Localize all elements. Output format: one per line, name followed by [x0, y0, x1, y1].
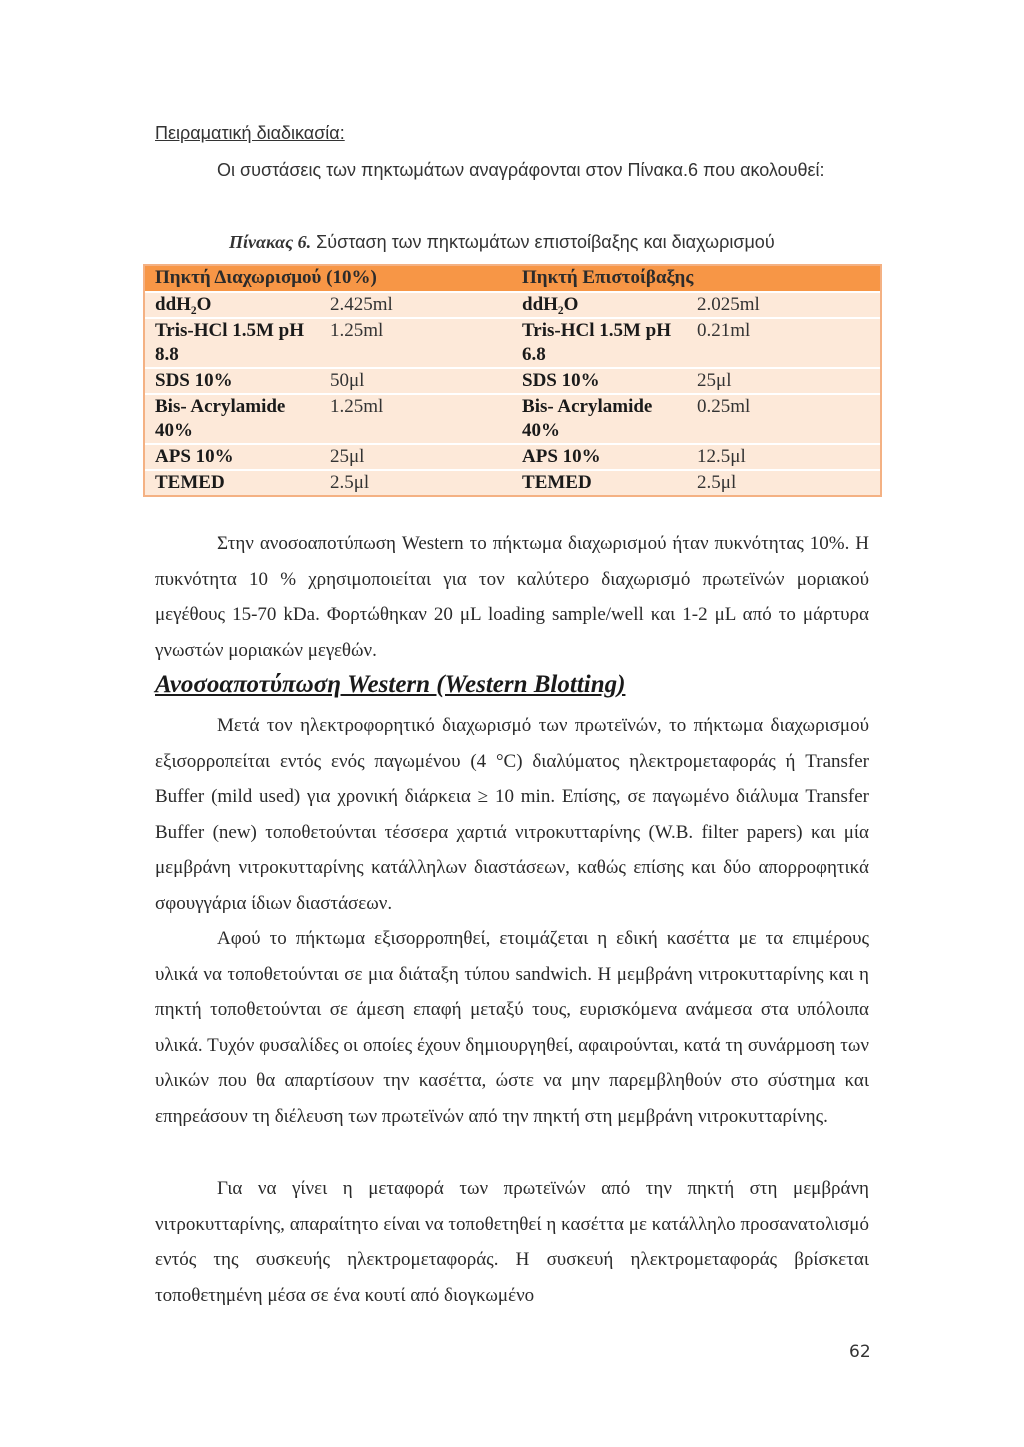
paragraph-transfer — [155, 1171, 869, 1313]
table-caption-label: Πίνακας 6. — [229, 232, 312, 252]
left-component: Tris-HCl 1.5M pH 8.8 — [145, 318, 320, 368]
left-component: TEMED — [145, 470, 320, 495]
right-amount: 2.025ml — [687, 292, 880, 318]
left-component: Bis- Acrylamide 40% — [145, 394, 320, 444]
paragraph-text: Μετά τον ηλεκτροφορητικό διαχωρισμό των πρωτεϊνών, το πήκτωμα διαχωρισμού εξισορροπείται εντός ενός παγωμένου (4 °C) διαλύματος ηλεκτρομεταφοράς ή Transfer Buffer (mild used) για χρονική διάρκεια ≥ 10 min. Επίσης, σε παγωμένο διάλυμα Transfer Buffer (new) τοποθετούνται τέσσερα χαρτιά νιτροκυτταρίνης (W.B. filter papers) και μία μεμβράνη νιτροκυτταρίνης κατάλληλων διαστάσεων, καθώς επίσης και δύο απορροφητικά σφουγγάρια ίδιων διαστάσεων. — [155, 715, 869, 914]
table-row — [145, 318, 880, 368]
gel-composition-table — [145, 266, 880, 495]
right-amount: 25μl — [687, 368, 880, 394]
right-amount: 12.5μl — [687, 444, 880, 470]
right-amount: 0.21ml — [687, 318, 880, 368]
right-component: ddH₂O — [512, 292, 687, 318]
header-stacking-gel: Πηκτή Επιστοίβαξης — [512, 266, 880, 292]
table-header-row — [145, 266, 880, 292]
paragraph-text: Αφού το πήκτωμα εξισορροπηθεί, ετοιμάζεται η εδική κασέττα με τα επιμέρους υλικά να τοποθετούνται σε μια διάταξη τύπου sandwich. Η μεμβράνη νιτροκυτταρίνης και η πηκτή τοποθετούνται σε άμεση επαφή μεταξύ τους, ευρισκόμενα ανάμεσα στα υπόλοιπα υλικά. Τυχόν φυσαλίδες οι οποίες έχουν δημιουργηθεί, αφαιρούνται, κατά τη συνάρμοση των υλικών που θα απαρτίσουν την κασέττα, ώστε να μην παρεμβληθούν στο σύστημα και επηρεάσουν τη διέλευση των πρωτεϊνών από την πηκτή στη μεμβράνη νιτροκυτταρίνης. — [155, 928, 869, 1127]
right-component: TEMED — [512, 470, 687, 495]
header-separating-gel: Πηκτή Διαχωρισμού (10%) — [145, 266, 512, 292]
left-component: SDS 10% — [145, 368, 320, 394]
paragraph-equilibration — [155, 708, 869, 922]
page-number: 62 — [849, 1342, 871, 1362]
section-label: Πειραματική διαδικασία: — [155, 123, 345, 143]
table-row — [145, 368, 880, 394]
left-component: APS 10% — [145, 444, 320, 470]
left-component: ddH₂O — [145, 292, 320, 318]
intro-sentence: Οι συστάσεις των πηκτωμάτων αναγράφονται στον Πίνακα.6 που ακολουθεί: — [217, 160, 825, 180]
right-amount: 0.25ml — [687, 394, 880, 444]
right-component: Bis- Acrylamide 40% — [512, 394, 687, 444]
left-amount: 1.25ml — [320, 394, 512, 444]
section-heading: Ανοσοαποτύπωση Western (Western Blotting) — [155, 671, 626, 698]
paragraph-text: Στην ανοσοαποτύπωση Western το πήκτωμα διαχωρισμού ήταν πυκνότητας 10%. Η πυκνότητα 10 % χρησιμοποιείται για τον καλύτερο διαχωρισμό πρωτεϊνών μοριακού μεγέθους 15-70 kDa. Φορτώθηκαν 20 μL loading sample/well και 1-2 μL από το μάρτυρα γνωστών μοριακών μεγεθών. — [155, 533, 869, 661]
right-component: Tris-HCl 1.5M pH 6.8 — [512, 318, 687, 368]
table-caption — [229, 232, 775, 253]
left-amount: 2.425ml — [320, 292, 512, 318]
left-amount: 1.25ml — [320, 318, 512, 368]
right-component: APS 10% — [512, 444, 687, 470]
left-amount: 25μl — [320, 444, 512, 470]
table-row — [145, 292, 880, 318]
left-amount: 50μl — [320, 368, 512, 394]
right-component: SDS 10% — [512, 368, 687, 394]
table-row — [145, 470, 880, 495]
paragraph-gel-density — [155, 526, 869, 668]
table-caption-text: Σύσταση των πηκτωμάτων επιστοίβαξης και διαχωρισμού — [316, 232, 775, 252]
paragraph-text: Για να γίνει η μεταφορά των πρωτεϊνών από την πηκτή στη μεμβράνη νιτροκυτταρίνης, απαραίτητο είναι να τοποθετηθεί η κασέττα με κατάλληλο προσανατολισμό εντός της συσκευής ηλεκτρομεταφοράς. Η συσκευή ηλεκτρομεταφοράς βρίσκεται τοποθετημένη μέσα σε ένα κουτί από διογκωμένο — [155, 1178, 869, 1306]
right-amount: 2.5μl — [687, 470, 880, 495]
left-amount: 2.5μl — [320, 470, 512, 495]
table-row — [145, 394, 880, 444]
paragraph-sandwich — [155, 921, 869, 1135]
table-row — [145, 444, 880, 470]
